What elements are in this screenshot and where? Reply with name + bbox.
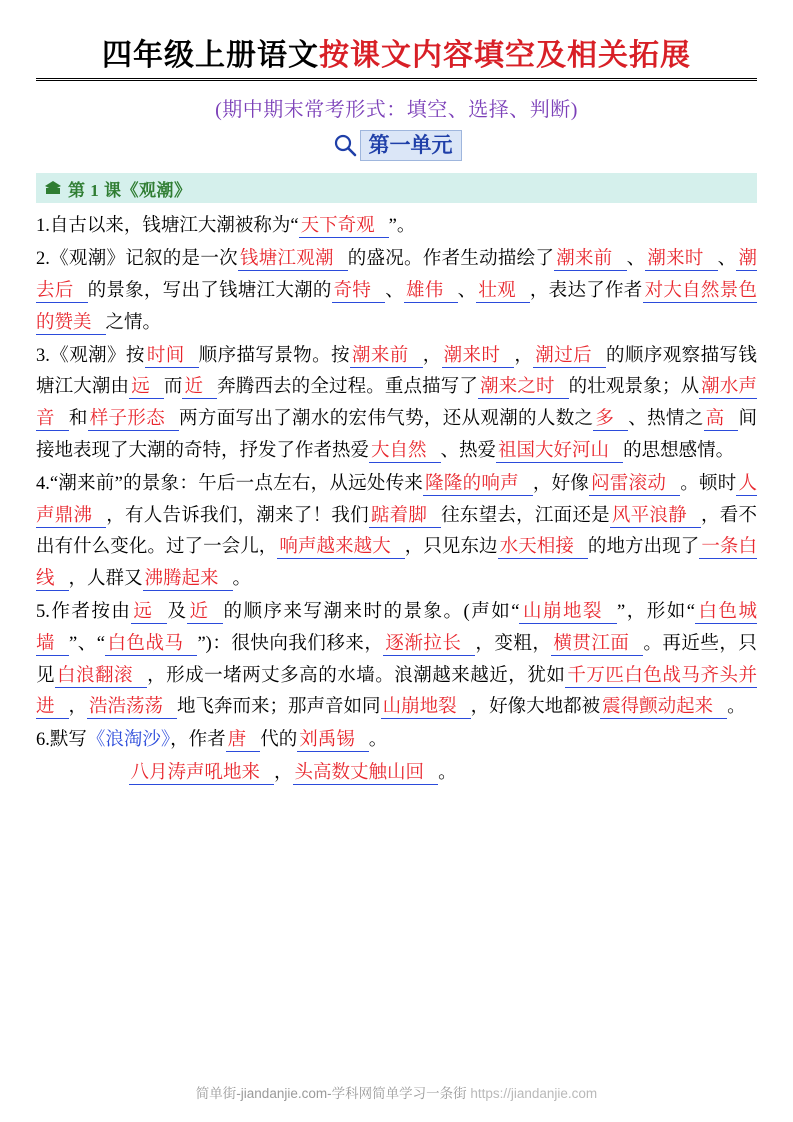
exercise-content — [36, 211, 757, 790]
fill-in-answer[interactable]: 闷雷滚动 — [589, 474, 680, 496]
static-text: 代的 — [260, 730, 298, 751]
fill-in-answer[interactable]: 潮过后 — [533, 346, 606, 368]
static-text: ，有人告诉我们，潮来了！我们 — [106, 505, 369, 526]
fill-in-answer[interactable]: 近 — [182, 377, 217, 399]
static-text: 。 — [368, 730, 388, 751]
exercise-item — [36, 758, 757, 790]
fill-in-answer[interactable]: 白色战马 — [105, 634, 198, 656]
static-text: ， — [68, 697, 88, 718]
static-text: ，好像大地都被 — [470, 697, 601, 718]
fill-in-answer[interactable]: 山崩地裂 — [381, 697, 471, 719]
fill-in-answer[interactable]: 壮观 — [476, 281, 530, 303]
fill-in-answer[interactable]: 人声鼎沸 — [36, 473, 757, 526]
fill-in-answer[interactable]: 隆隆的响声 — [423, 474, 533, 496]
fill-in-answer[interactable]: 水天相接 — [498, 537, 588, 559]
fill-in-answer[interactable]: 潮去后 — [36, 249, 757, 301]
fill-in-answer[interactable]: 风平浪静 — [610, 506, 701, 528]
page-title-red: 按课文内容填空及相关拓展 — [319, 39, 691, 72]
static-text: ”)：很快向我们移来， — [197, 633, 384, 654]
fill-in-answer[interactable]: 祖国大好河山 — [496, 441, 623, 463]
footer-text-over: https://jiandanjie.com — [470, 1086, 598, 1101]
static-text: 往东望去，江面还是 — [441, 505, 610, 526]
static-text: 。 — [438, 763, 457, 784]
static-text: 之情。 — [105, 312, 162, 333]
static-text: 的顺序来写潮来时的景象。(声如“ — [223, 602, 520, 622]
fill-in-answer[interactable]: 刘禹锡 — [297, 730, 369, 752]
magnifier-icon — [332, 133, 358, 159]
static-text: ，变粗， — [475, 633, 552, 654]
fill-in-answer[interactable]: 踮着脚 — [369, 506, 441, 528]
static-text: 4.“潮来前”的景象：午后一点左右，从远处传来 — [36, 473, 424, 494]
fill-in-answer[interactable]: 雄伟 — [404, 281, 458, 303]
static-text: ， — [514, 345, 534, 366]
fill-in-answer[interactable]: 头高数丈触山回 — [293, 763, 439, 785]
static-text: 和 — [68, 409, 88, 430]
static-text: 、 — [457, 280, 477, 301]
fill-in-answer[interactable]: 响声越来越大 — [277, 537, 404, 559]
exercise-item — [36, 341, 757, 468]
fill-in-answer[interactable]: 横贯江面 — [551, 634, 643, 656]
fill-in-answer[interactable]: 沸腾起来 — [143, 569, 233, 591]
fill-in-answer[interactable]: 时间 — [145, 346, 199, 368]
static-text: 。顿时 — [680, 473, 737, 494]
static-text: ，好像 — [532, 473, 590, 494]
static-text: 、热情之 — [628, 409, 704, 430]
static-text: ”，形如“ — [616, 602, 695, 622]
static-text: ，只见东边 — [404, 537, 498, 558]
static-text: ”、“ — [69, 633, 105, 654]
static-text: 的盛况。作者生动描绘了 — [347, 249, 555, 270]
fill-in-answer[interactable]: 高 — [704, 409, 739, 431]
page-title-black: 四年级上册语文 — [102, 39, 319, 72]
static-text: 5.作者按由 — [36, 602, 132, 622]
static-text: 的思想感情。 — [623, 440, 735, 461]
fill-in-answer[interactable]: 逐渐拉长 — [383, 634, 475, 656]
fill-in-answer[interactable]: 远 — [131, 602, 167, 624]
fill-in-answer[interactable]: 天下奇观 — [299, 216, 389, 238]
static-text: ，看不出有什么变化。过了一会儿， — [36, 505, 757, 558]
static-text: ， — [422, 345, 442, 366]
fill-in-answer[interactable]: 白浪翻滚 — [55, 666, 147, 688]
static-text: 两方面写出了潮水的宏伟气势，还从观潮的人数之 — [179, 409, 594, 430]
highlight-text: 《浪淘沙》 — [86, 730, 171, 751]
fill-in-answer[interactable]: 样子形态 — [88, 409, 179, 431]
static-text: 及 — [167, 602, 188, 622]
footer-text-base: 简单街-jiandanjie.com-学科网简单学习一条街 — [195, 1086, 467, 1101]
static-text — [73, 763, 129, 783]
static-text: 顺序描写景物。按 — [198, 345, 350, 366]
fill-in-answer[interactable]: 潮来之时 — [478, 377, 569, 399]
static-text: 奔腾西去的全过程。重点描写了 — [217, 377, 479, 398]
fill-in-answer[interactable]: 奇特 — [332, 281, 386, 303]
exercise-item — [36, 725, 757, 757]
static-text: 。再近些，只见 — [36, 633, 757, 686]
fill-in-answer[interactable]: 震得颤动起来 — [600, 697, 727, 719]
static-text: 。 — [727, 697, 746, 718]
fill-in-answer[interactable]: 钱塘江观潮 — [238, 249, 348, 271]
fill-in-answer[interactable]: 潮来前 — [554, 249, 626, 271]
fill-in-answer[interactable]: 多 — [593, 409, 628, 431]
static-text: ，形成一堵两丈多高的水墙。浪潮越来越近，犹如 — [147, 665, 566, 686]
static-text: 间接地表现了大潮的奇特，抒发了作者热爱 — [36, 409, 757, 461]
fill-in-answer[interactable]: 远 — [129, 377, 164, 399]
exercise-item — [36, 469, 757, 596]
static-text: ”。 — [388, 216, 416, 237]
exercise-item — [36, 597, 757, 724]
static-text: 、 — [385, 280, 404, 301]
fill-in-answer[interactable]: 山崩地裂 — [519, 602, 617, 624]
static-text: 1.自古以来，钱塘江大潮被称为“ — [36, 216, 299, 237]
fill-in-answer[interactable]: 对大自然景色的赞美 — [36, 280, 757, 333]
static-text: 、热爱 — [440, 440, 497, 461]
fill-in-answer[interactable]: 潮来时 — [645, 249, 717, 271]
static-text: 的壮观景象；从 — [568, 377, 700, 398]
static-text: 3.《观潮》按 — [36, 345, 145, 366]
static-text: 。 — [232, 569, 252, 590]
static-text: 6.默写 — [36, 730, 87, 751]
exercise-item — [36, 244, 757, 339]
fill-in-answer[interactable]: 一条白线 — [36, 537, 757, 590]
fill-in-answer[interactable]: 唐 — [226, 730, 261, 752]
static-text: 、 — [626, 249, 646, 270]
lesson-header-band — [36, 173, 757, 203]
footer-watermark — [0, 1082, 793, 1102]
static-text: ，作者 — [170, 730, 226, 751]
static-text: 2.《观潮》记叙的是一次 — [36, 249, 238, 270]
static-text: ， — [274, 763, 293, 784]
static-text: 地飞奔而来；那声音如同 — [177, 697, 381, 718]
static-text: 的景象，写出了钱塘江大潮的 — [87, 280, 332, 301]
static-text: 、 — [717, 249, 737, 270]
book-icon — [44, 179, 62, 197]
fill-in-answer[interactable]: 近 — [187, 602, 223, 624]
static-text: ，表达了作者 — [529, 280, 643, 301]
static-text: 的顺序观察描写钱塘江大潮由 — [36, 345, 757, 398]
fill-in-answer[interactable]: 潮来前 — [350, 346, 423, 368]
static-text: 的地方出现了 — [587, 537, 700, 558]
fill-in-answer[interactable]: 大自然 — [369, 441, 441, 463]
page-title — [36, 30, 757, 81]
fill-in-answer[interactable]: 潮来时 — [442, 346, 515, 368]
unit-label: 第一单元 — [360, 130, 462, 161]
static-text: ，人群又 — [68, 569, 143, 590]
fill-in-answer[interactable]: 潮水声音 — [36, 377, 757, 430]
unit-heading — [36, 130, 757, 161]
lesson-title: 第 1 课《观潮》 — [68, 180, 192, 200]
fill-in-answer[interactable]: 千万匹白色战马齐头并进 — [36, 665, 757, 718]
static-text: 而 — [163, 377, 183, 398]
fill-in-answer[interactable]: 八月涛声吼地来 — [129, 763, 275, 785]
fill-in-answer[interactable]: 浩浩荡荡 — [87, 697, 177, 719]
fill-in-answer[interactable]: 白色城墙 — [36, 602, 757, 654]
exercise-item — [36, 211, 757, 243]
page-subtitle: (期中期末常考形式：填空、选择、判断) — [215, 99, 578, 121]
